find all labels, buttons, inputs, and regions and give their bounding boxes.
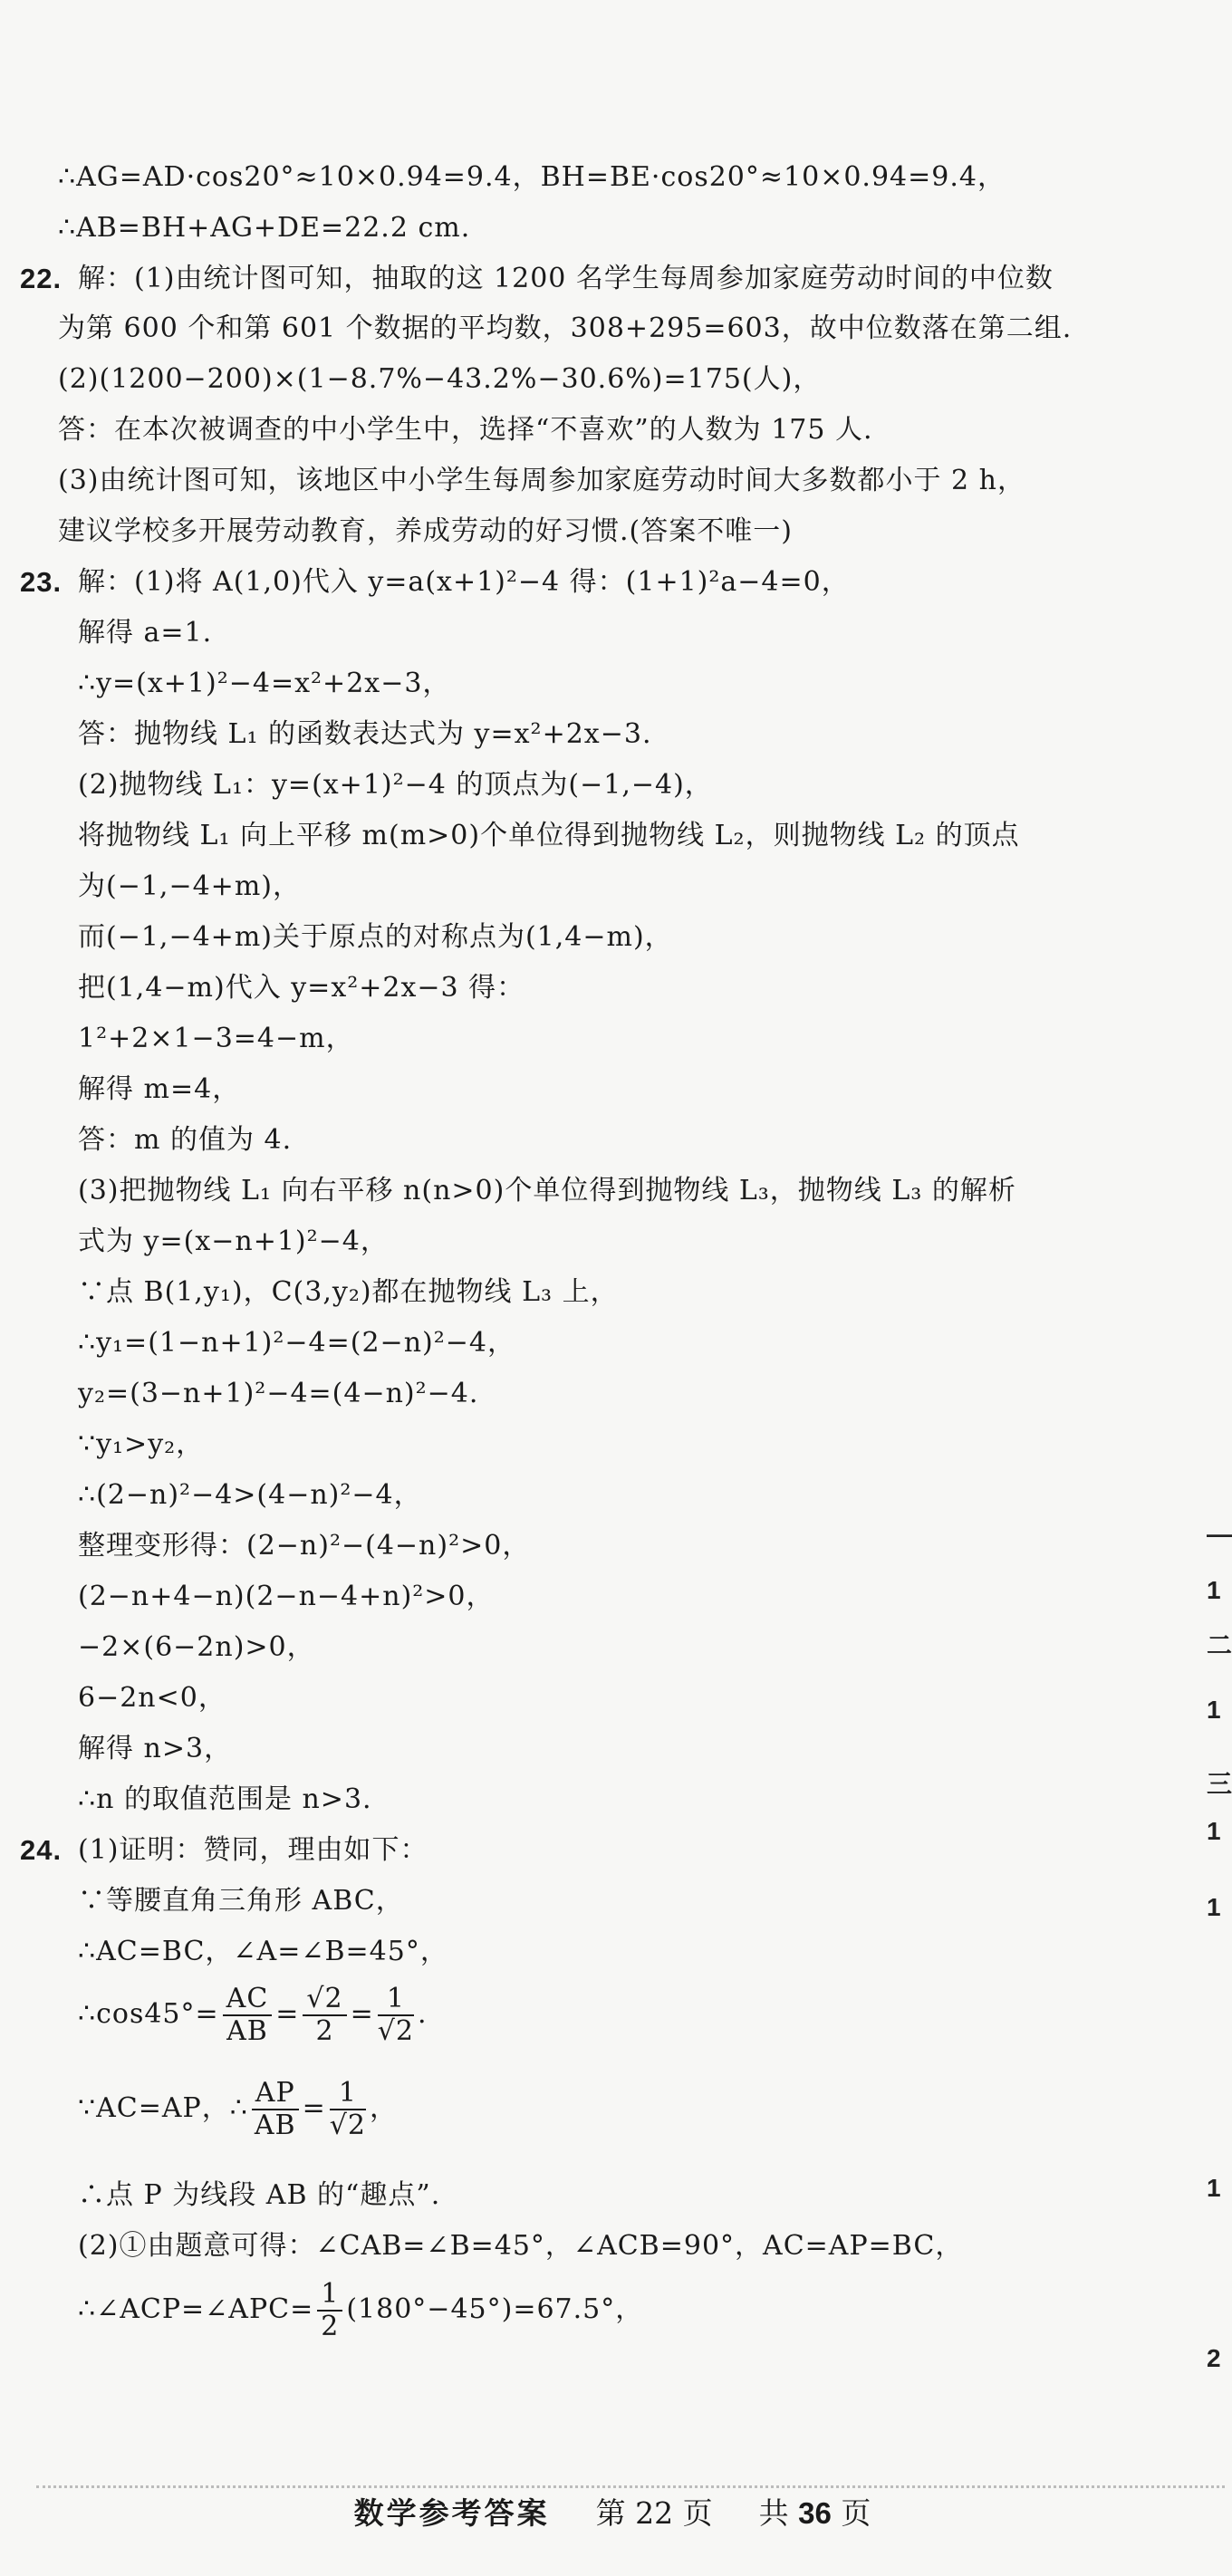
equation-lead: ∵AC=AP，∴: [78, 2092, 248, 2124]
text-line: 解：(1)将 A(1,0)代入 y=a(x+1)²−4 得：(1+1)²a−4=0，: [78, 566, 850, 598]
fraction-1-root2: [378, 1984, 414, 2047]
edge-mark: 二: [1207, 1631, 1232, 1659]
denominator: 2: [321, 2311, 340, 2342]
text-line: 而(−1,−4+m)关于原点的对称点为(1,4−m)，: [78, 921, 673, 953]
question-number: 24.: [20, 1834, 63, 1866]
text-line: 答：抛物线 L₁ 的函数表达式为 y=x²+2x−3.: [78, 718, 652, 750]
footer-page-number: 第 22 页: [595, 2495, 713, 2531]
numerator: AP: [252, 2078, 299, 2110]
edge-mark: 1: [1207, 1576, 1221, 1604]
footer-total-prefix: 共: [758, 2495, 789, 2531]
fraction-root2-2: [303, 1984, 346, 2047]
fraction-ap-ab: [252, 2078, 299, 2141]
text-line: −2×(6−2n)>0，: [78, 1631, 315, 1663]
text-line: 解得 m=4，: [78, 1073, 241, 1105]
text-line: ∵等腰直角三角形 ABC，: [78, 1885, 404, 1917]
text-line: 为第 600 个和第 601 个数据的平均数，308+295=603，故中位数落在第二组.: [58, 312, 1073, 344]
text-line: ∴n 的取值范围是 n>3.: [78, 1783, 372, 1815]
denominator: √2: [377, 2015, 414, 2047]
denominator: 2: [315, 2015, 334, 2047]
text-line: (2)抛物线 L₁：y=(x+1)²−4 的顶点为(−1,−4)，: [78, 769, 713, 801]
text-line: 解：(1)由统计图可知，抽取的这 1200 名学生每周参加家庭劳动时间的中位数: [78, 263, 1054, 294]
text-line: y₂=(3−n+1)²−4=(4−n)²−4.: [78, 1378, 479, 1409]
text-line: 为(−1,−4+m)，: [78, 870, 301, 902]
equation-tail: ，: [369, 2092, 398, 2124]
text-line: (3)把抛物线 L₁ 向右平移 n(n>0)个单位得到抛物线 L₃，抛物线 L₃ 的解析: [78, 1175, 1016, 1206]
text-line: (2)①由题意可得：∠CAB=∠B=45°，∠ACB=90°，AC=AP=BC，: [78, 2230, 964, 2262]
text-line: (2)(1200−200)×(1−8.7%−43.2%−30.6%)=175(人)，: [58, 363, 822, 395]
text-line: 6−2n<0，: [78, 1682, 226, 1714]
edge-mark: 2: [1207, 2344, 1221, 2372]
text-line: 整理变形得：(2−n)²−(4−n)²>0，: [78, 1530, 531, 1562]
edge-mark: 1: [1207, 1893, 1221, 1921]
fraction-ac-ab: [223, 1984, 273, 2047]
numerator: √2: [303, 1984, 346, 2016]
equation-tail: (180°−45°)=67.5°，: [346, 2293, 644, 2325]
text-line: (3)由统计图可知，该地区中小学生每周参加家庭劳动时间大多数都小于 2 h，: [58, 465, 1025, 496]
edge-mark: 1: [1207, 2174, 1221, 2202]
edge-mark: 三: [1207, 1770, 1232, 1798]
question-number: 22.: [20, 263, 63, 294]
equation-lead: ∴cos45°=: [78, 1998, 219, 2030]
numerator: AC: [223, 1984, 273, 2016]
denominator: √2: [329, 2110, 366, 2141]
text-line: ∴y₁=(1−n+1)²−4=(2−n)²−4，: [78, 1327, 515, 1359]
text-line: ∴(2−n)²−4>(4−n)²−4，: [78, 1479, 422, 1511]
text-line: ∴AB=BH+AG+DE=22.2 cm.: [58, 212, 471, 244]
fraction-1-2: [317, 2279, 342, 2342]
text-line: ∴y=(x+1)²−4=x²+2x−3，: [78, 668, 451, 699]
footer-title: 数学参考答案: [353, 2496, 550, 2530]
equation-lead: ∴∠ACP=∠APC=: [78, 2293, 314, 2325]
text-line: ∴点 P 为线段 AB 的“趣点”.: [78, 2179, 441, 2211]
text-line: 将抛物线 L₁ 向上平移 m(m>0)个单位得到抛物线 L₂，则抛物线 L₂ 的顶点: [78, 820, 1020, 851]
equation-cos45: [78, 1980, 428, 2049]
text-line: 1²+2×1−3=4−m，: [78, 1023, 354, 1054]
denominator: AB: [226, 2015, 268, 2047]
equals-sign: =: [275, 1998, 300, 2030]
text-line: (2−n+4−n)(2−n−4+n)²>0，: [78, 1581, 495, 1612]
text-line: ∵点 B(1,y₁)，C(3,y₂)都在抛物线 L₃ 上，: [78, 1276, 619, 1308]
equals-sign: =: [350, 1998, 374, 2030]
denominator: AB: [254, 2110, 296, 2141]
edge-mark: 1: [1207, 1817, 1221, 1845]
edge-mark: —: [1207, 1520, 1232, 1548]
question-number: 23.: [20, 566, 63, 598]
text-line: 答：m 的值为 4.: [78, 1124, 293, 1156]
text-line: (1)证明：赞同，理由如下：: [78, 1834, 428, 1866]
footer-total-suffix: 页: [841, 2495, 871, 2531]
edge-mark: 1: [1207, 1696, 1221, 1724]
numerator: 1: [378, 1984, 414, 2016]
text-line: 建议学校多开展劳动教育，养成劳动的好习惯.(答案不唯一): [58, 515, 793, 547]
text-line: 把(1,4−m)代入 y=x²+2x−3 得：: [78, 972, 525, 1004]
text-line: ∴AC=BC，∠A=∠B=45°，: [78, 1936, 448, 1967]
text-line: 解得 a=1.: [78, 617, 213, 649]
numerator: 1: [317, 2279, 342, 2312]
numerator: 1: [330, 2078, 366, 2110]
equation-ap-ab: [78, 2074, 398, 2143]
text-line: 式为 y=(x−n+1)²−4，: [78, 1226, 389, 1257]
footer-divider: [36, 2485, 1225, 2488]
text-line: 解得 n>3，: [78, 1733, 233, 1764]
text-line: 答：在本次被调查的中小学生中，选择“不喜欢”的人数为 175 人.: [58, 414, 873, 446]
page-footer: [0, 2494, 1225, 2533]
fraction-1-root2: [330, 2078, 366, 2141]
footer-total-pages: 36: [798, 2496, 832, 2530]
equals-sign: =: [302, 2092, 326, 2124]
text-line: ∵y₁>y₂，: [78, 1428, 205, 1460]
equation-tail: .: [417, 1998, 428, 2030]
text-line: ∴AG=AD·cos20°≈10×0.94=9.4，BH=BE·cos20°≈10×0.94=9.4，: [58, 161, 1006, 193]
equation-angle-acp: [78, 2275, 643, 2344]
